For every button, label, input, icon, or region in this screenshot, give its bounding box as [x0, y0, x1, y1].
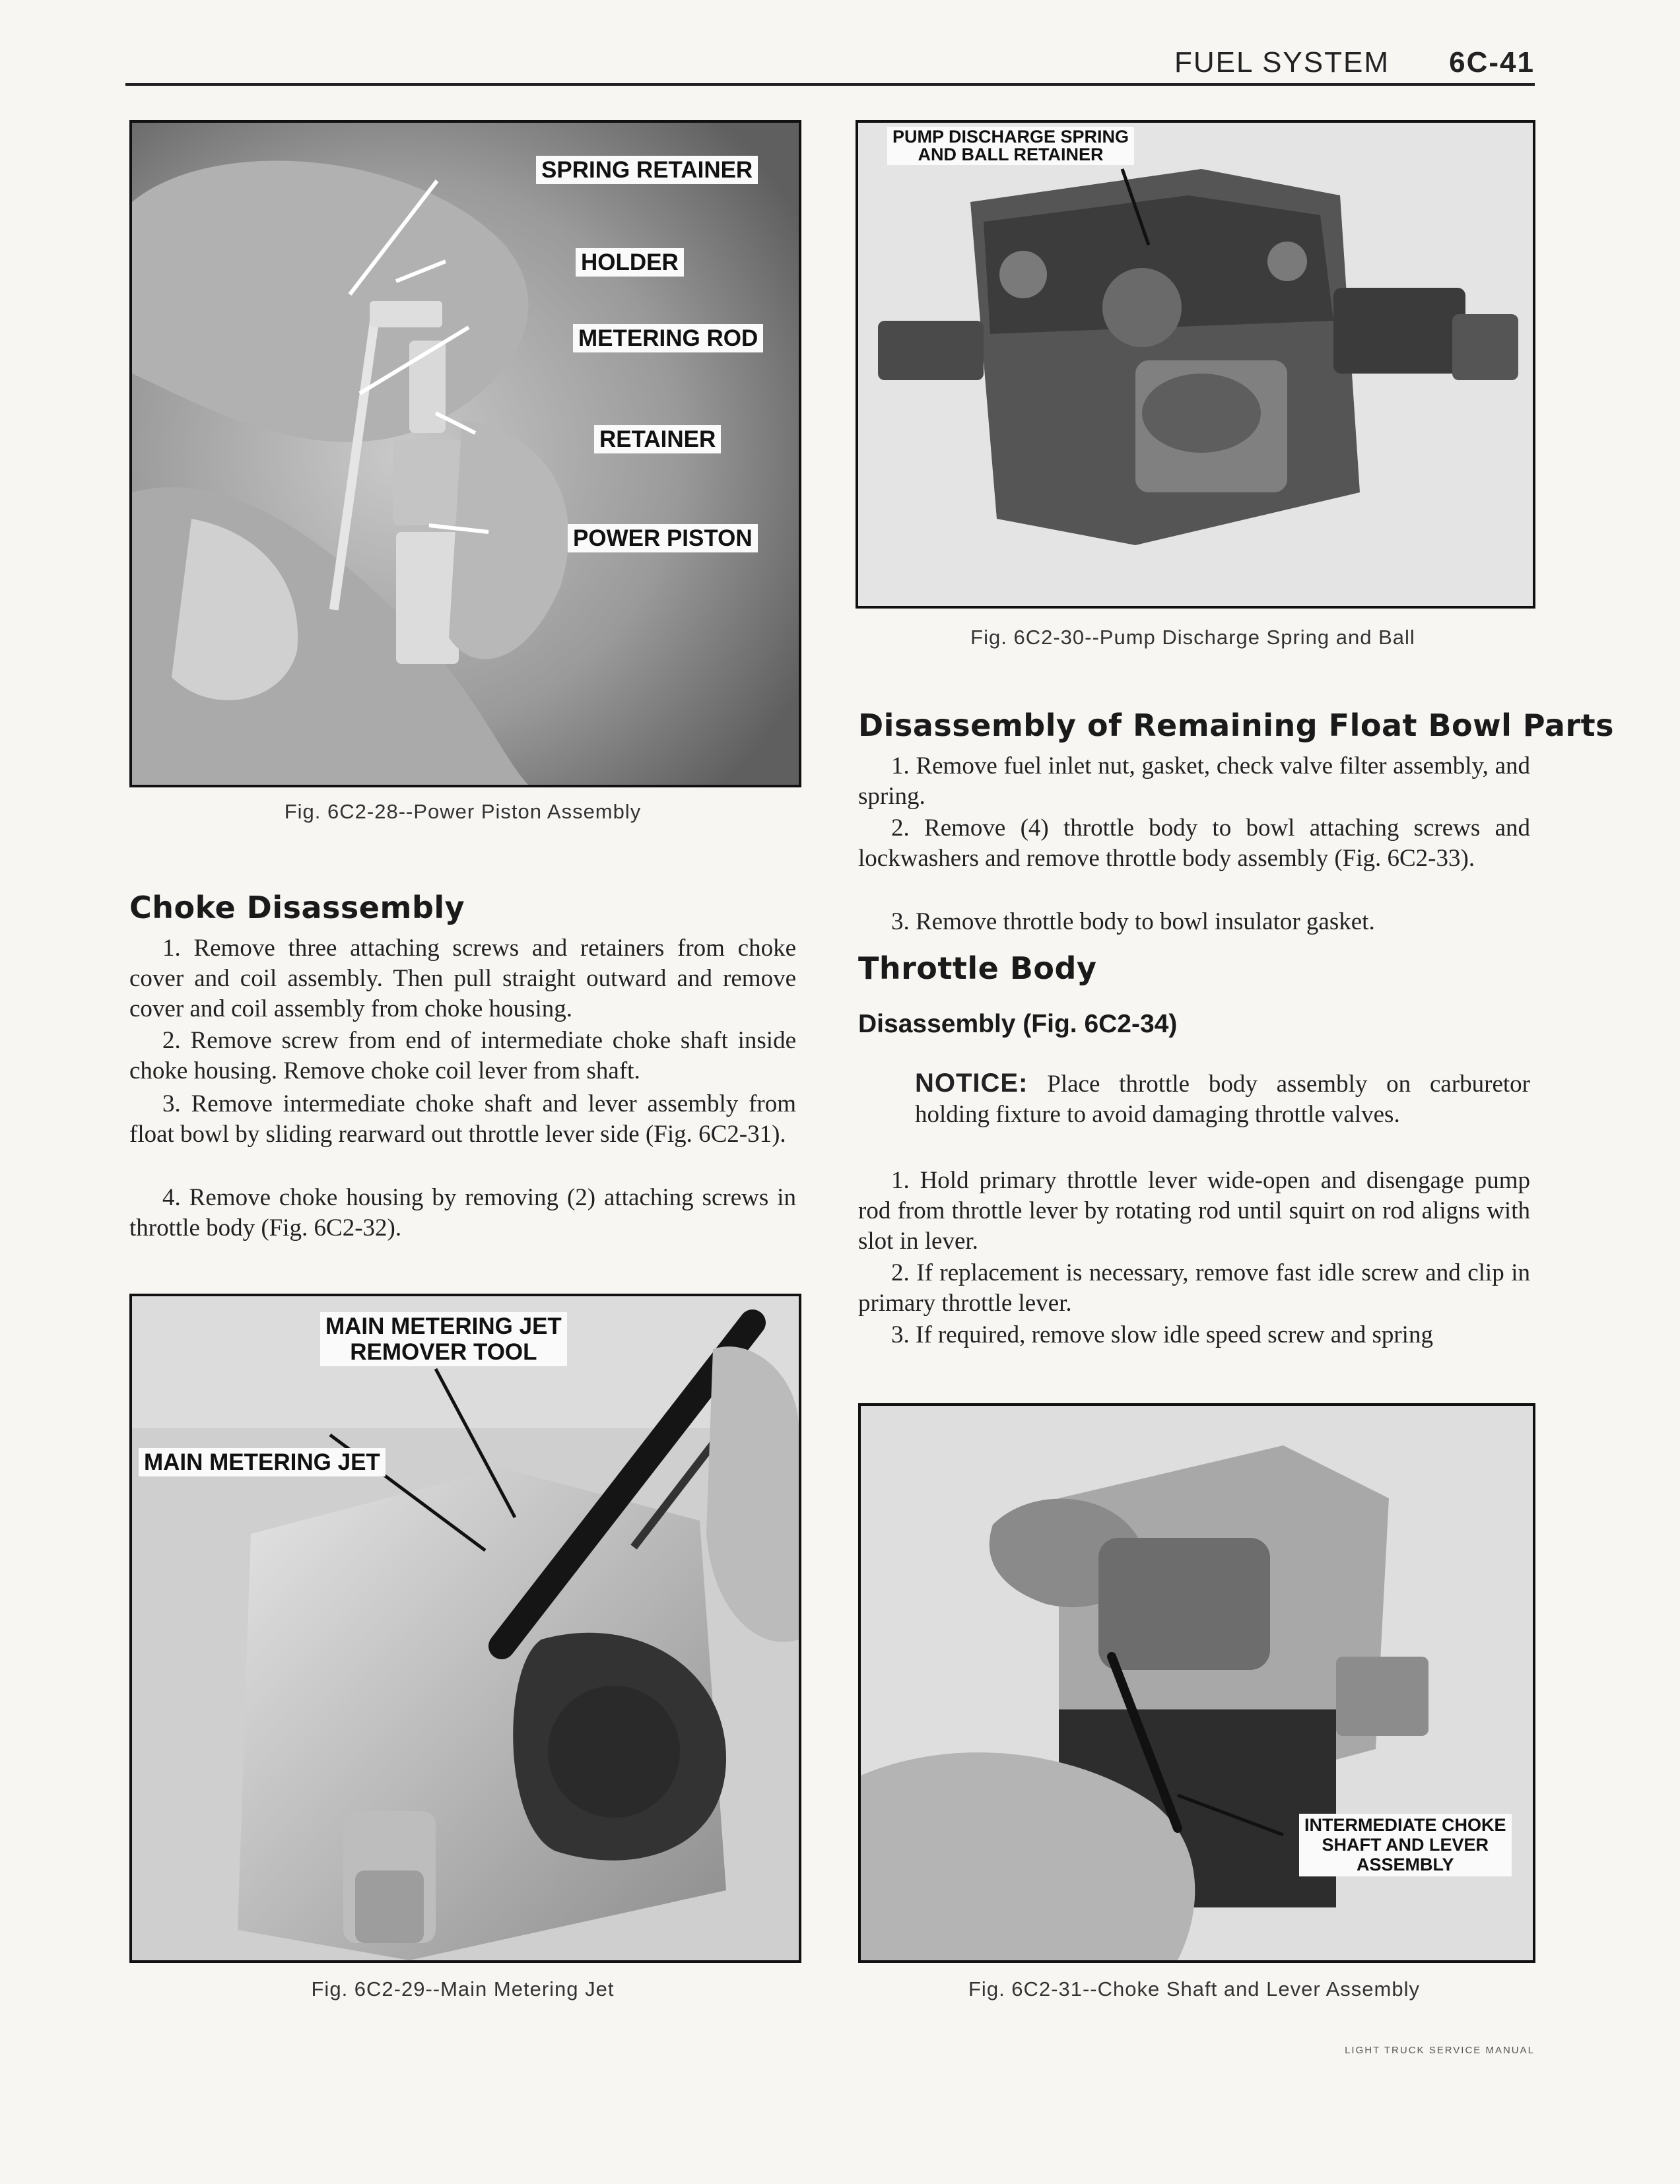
- throttle-step-3: 3. If required, remove slow idle speed screw and spring: [891, 1321, 1433, 1348]
- heading-choke-disassembly: Choke Disassembly: [129, 890, 465, 925]
- label-main-metering-jet: MAIN METERING JET: [139, 1448, 386, 1476]
- float-bowl-step-3: 3. Remove throttle body to bowl insulator gasket.: [891, 908, 1375, 935]
- heading-throttle-body: Throttle Body: [858, 950, 1097, 986]
- notice-throttle-body: [915, 1068, 1530, 1130]
- label-main-metering-jet-remover-tool: MAIN METERING JET REMOVER TOOL: [320, 1312, 567, 1366]
- page-number: 6C-41: [1449, 46, 1535, 79]
- caption-fig-31: Fig. 6C2-31--Choke Shaft and Lever Assembly: [968, 1977, 1420, 2001]
- main-metering-jet-photo: [132, 1296, 799, 1960]
- label-holder: HOLDER: [576, 248, 684, 277]
- choke-step-2: 2. Remove screw from end of intermediate choke shaft inside choke housing. Remove choke coil lever from shaft.: [129, 1027, 796, 1084]
- heading-float-bowl: Disassembly of Remaining Float Bowl Parts: [858, 708, 1615, 743]
- figure-choke-shaft: [858, 1403, 1535, 1963]
- caption-fig-28: Fig. 6C2-28--Power Piston Assembly: [284, 800, 642, 823]
- throttle-step-1: 1. Hold primary throttle lever wide-open and disengage pump rod from throttle lever by rotating rod until squirt on rod aligns with slot in lever.: [858, 1167, 1530, 1255]
- label-spring-retainer: SPRING RETAINER: [536, 156, 758, 184]
- choke-step-4: 4. Remove choke housing by removing (2) attaching screws in throttle body (Fig. 6C2-32).: [129, 1184, 796, 1241]
- label-pump-discharge-spring: PUMP DISCHARGE SPRING AND BALL RETAINER: [887, 127, 1134, 165]
- choke-step-1: 1. Remove three attaching screws and retainers from choke cover and coil assembly. Then pull straight outward and remove cover and coil assembly from choke housing.: [129, 935, 796, 1022]
- pump-discharge-photo: [858, 123, 1533, 606]
- label-metering-rod: METERING ROD: [573, 324, 763, 352]
- choke-shaft-photo: [861, 1406, 1533, 1960]
- throttle-step-2: 2. If replacement is necessary, remove fast idle screw and clip in primary throttle lever.: [858, 1259, 1530, 1317]
- notice-text: Place throttle body assembly on carburetor holding fixture to avoid damaging throttle valves.: [915, 1071, 1530, 1128]
- float-bowl-step-1: 1. Remove fuel inlet nut, gasket, check valve filter assembly, and spring.: [858, 752, 1530, 810]
- page-footer: LIGHT TRUCK SERVICE MANUAL: [1345, 2045, 1535, 2056]
- figure-main-metering-jet: [129, 1294, 801, 1963]
- label-retainer: RETAINER: [594, 425, 721, 453]
- notice-label: NOTICE:: [915, 1069, 1028, 1098]
- float-bowl-step-2: 2. Remove (4) throttle body to bowl attaching screws and lockwashers and remove throttle body assembly (Fig. 6C2-33).: [858, 814, 1530, 872]
- figure-pump-discharge: [856, 120, 1535, 609]
- label-intermediate-choke-shaft: INTERMEDIATE CHOKE SHAFT AND LEVER ASSEMBLY: [1299, 1814, 1512, 1876]
- section-title: FUEL SYSTEM: [1174, 46, 1390, 79]
- page-header: [125, 41, 1535, 86]
- caption-fig-30: Fig. 6C2-30--Pump Discharge Spring and Ball: [970, 626, 1415, 649]
- heading-throttle-body-disassembly: Disassembly (Fig. 6C2-34): [858, 1010, 1178, 1038]
- power-piston-photo: [132, 123, 799, 785]
- label-power-piston: POWER PISTON: [568, 524, 758, 552]
- caption-fig-29: Fig. 6C2-29--Main Metering Jet: [311, 1977, 615, 2001]
- choke-step-3: 3. Remove intermediate choke shaft and lever assembly from float bowl by sliding rearward out throttle lever side (Fig. 6C2-31).: [129, 1090, 796, 1148]
- figure-power-piston: [129, 120, 801, 787]
